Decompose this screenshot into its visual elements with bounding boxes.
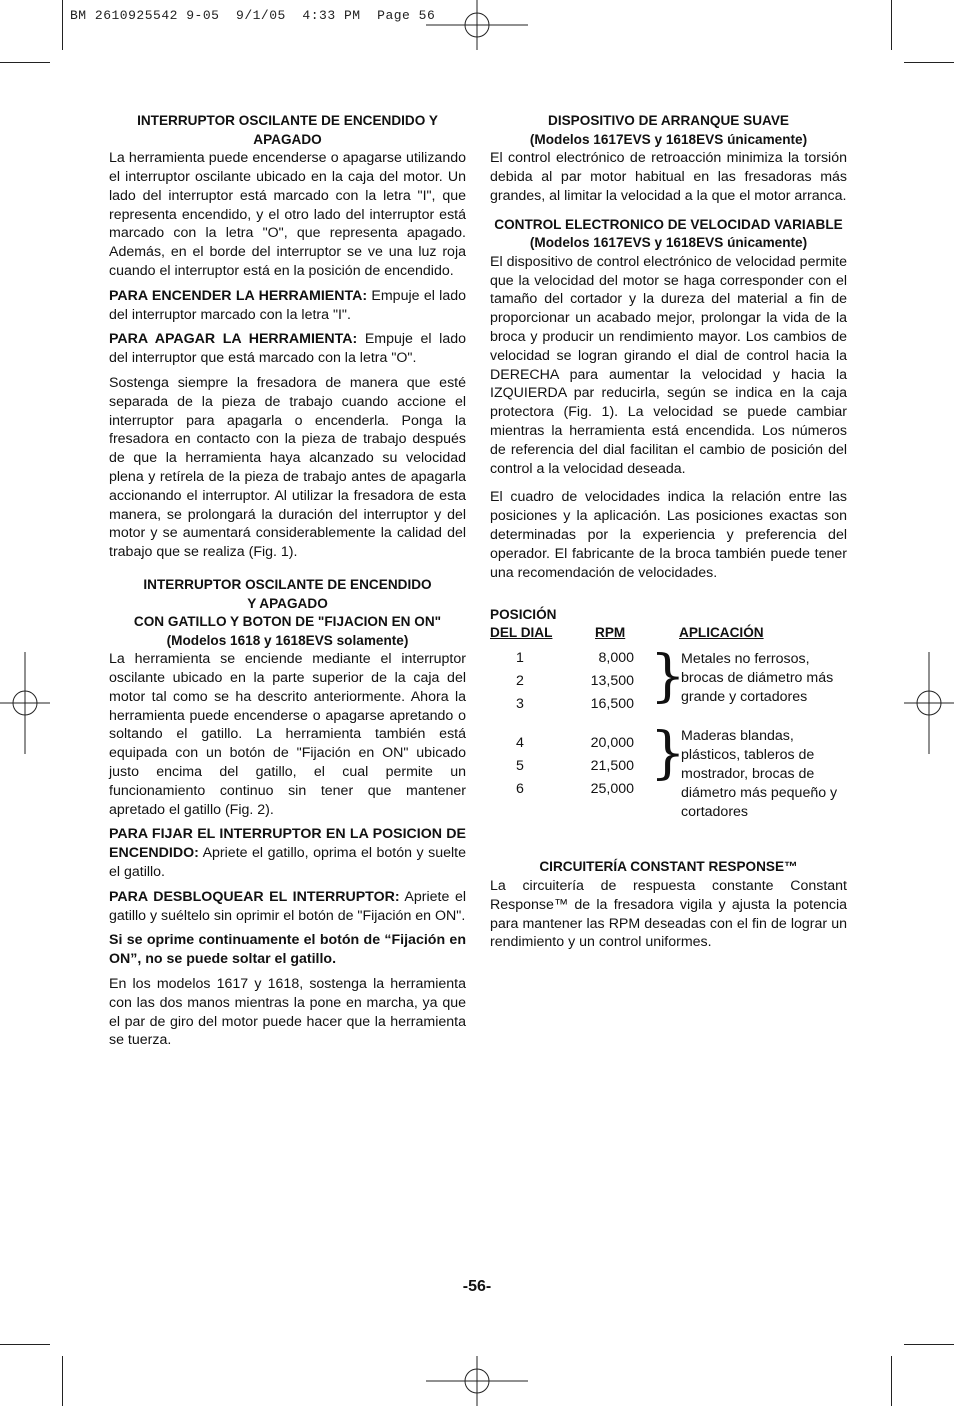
table-cell-rpm: 13,500 <box>590 673 634 690</box>
table-cell-position: 2 <box>516 673 524 690</box>
crop-mark-bottom-right-v <box>891 1356 892 1406</box>
table-cell-position: 5 <box>516 758 524 775</box>
registration-mark-top-icon <box>426 0 528 50</box>
section-heading: (Modelos 1617EVS y 1618EVS únicamente) <box>529 131 808 147</box>
table-cell-rpm: 8,000 <box>598 650 634 667</box>
registration-mark-right-icon <box>904 652 954 754</box>
crop-mark-bottom-left-v <box>62 1356 63 1406</box>
run-in-heading: PARA ENCENDER LA HERRAMIENTA: <box>109 287 368 304</box>
paragraph-text: Empuje el lado del interruptor marcado con la letra "I". <box>109 287 466 323</box>
run-in-heading: PARA DESBLOQUEAR EL INTERRUPTOR: <box>109 888 400 905</box>
table-cell-position: 6 <box>516 781 524 798</box>
header-slug: BM 2610925542 9-05 9/1/05 4:33 PM Page 56 <box>70 8 436 23</box>
crop-mark-bottom-left-h <box>0 1344 50 1345</box>
run-in-heading: PARA APAGAR LA HERRAMIENTA: <box>109 331 358 348</box>
warning-paragraph: Si se oprime continuamente el botón de “Fijación en ON”, no se puede soltar el gatillo. <box>109 932 466 968</box>
crop-mark-top-right-h <box>904 62 954 63</box>
speed-table <box>490 606 847 846</box>
section-heading: (Modelos 1618 y 1618EVS solamente) <box>166 632 409 648</box>
paragraph-text: Apriete el gatillo y suéltelo sin oprimir el botón de "Fijación en ON". <box>109 888 466 924</box>
paragraph <box>109 888 466 926</box>
paragraph <box>109 825 466 881</box>
paragraph: La circuitería de respuesta constante Constant Response™ de la fresadora vigila y ajusta la potencia para mantener las RPM deseadas con el fin de lograr un rendimiento y un control uniformes. <box>490 877 847 951</box>
paragraph-text: Empuje el lado del interruptor que está marcado con la letra "O". <box>109 331 466 367</box>
crop-mark-top-left-h <box>0 62 50 63</box>
table-header-position: POSICIÓN DEL DIAL <box>490 607 557 640</box>
paragraph: El control electrónico de retroacción minimiza la torsión debida al par motor habitual en las fresadoras más grandes, al limitar la velocidad a la que el motor arranca. <box>490 150 847 204</box>
table-cell-rpm: 16,500 <box>590 696 634 713</box>
table-cell-rpm: 25,000 <box>590 781 634 798</box>
table-cell-position: 1 <box>516 650 524 667</box>
paragraph: Sostenga siempre la fresadora de manera que esté separada de la pieza de trabajo cuando accione el interruptor para apagarla o encenderla. Ponga la fresadora en contacto con la pieza de trabajo después de que la herramienta haya alcanzado su velocidad plena y retírela de la pieza de trabajo antes de apagarla accionando el interruptor. Al utilizar la fresadora de esta manera, se prolongará la duración del interruptor y del motor y se aumentará considerablemente la calidad del trabajo que se realiza (Fig. 1). <box>109 374 466 561</box>
table-cell-application: Maderas blandas, plásticos, tableros de mostrador, brocas de diámetro más pequeño y cortadores <box>681 728 838 820</box>
right-column <box>490 112 847 958</box>
left-column <box>109 112 466 1056</box>
paragraph: La herramienta puede encenderse o apagarse utilizando el interruptor oscilante ubicado en la caja del motor. Un lado del interruptor está marcado con la letra "I", que representa encendido, y el otro lado del interruptor está marcado con la letra "O", que representa apagado. Además, en el borde del interruptor se ve una luz roja cuando el interruptor está en la posición de encendido. <box>109 150 466 279</box>
paragraph <box>109 330 466 368</box>
registration-mark-bottom-icon <box>426 1356 528 1406</box>
section-heading: CON GATILLO Y BOTON DE "FIJACION EN ON" <box>133 614 442 630</box>
brace-icon: } <box>650 644 686 710</box>
crop-mark-bottom-right-h <box>904 1344 954 1345</box>
table-header-rpm: RPM <box>595 624 626 640</box>
registration-mark-left-icon <box>0 652 50 754</box>
table-cell-rpm: 20,000 <box>590 735 634 752</box>
table-cell-rpm: 21,500 <box>590 758 634 775</box>
section-heading: Y APAGADO <box>247 595 328 611</box>
section-heading: DISPOSITIVO DE ARRANQUE SUAVE <box>548 113 789 128</box>
paragraph <box>109 287 466 325</box>
table-header-application: APLICACIÓN <box>679 624 764 640</box>
table-cell-application: Metales no ferrosos, brocas de diámetro más grande y cortadores <box>681 651 834 705</box>
brace-icon: } <box>650 721 686 787</box>
paragraph: La herramienta se enciende mediante el interruptor oscilante ubicado en la parte superior de la caja del motor tal como se ha descrito anteriormente. Ahora la herramienta puede encenderse o apagarse apretando o soltando el gatillo. La herramienta también está equipada con un botón de "Fijación en ON" ubicado justo encima del gatillo, el cual permite un funcionamiento continuo sin tener que mantener apretado el gatillo (Fig. 2). <box>109 651 466 818</box>
section-heading: APAGADO <box>253 131 322 147</box>
paragraph: El dispositivo de control electrónico de velocidad permite que la velocidad del motor se haga corresponder con el tamaño del cortador y la dureza del material a fin de proporcionar un acabado mejor, prolongar la vida de la broca y producir un rendimiento mayor. Los cambios de velocidad se logran girando el dial de control hacia la DERECHA para aumentar la velocidad y hacia la IZQUIERDA par reducirla, según se indica en la caja protectora (Fig. 1). La velocidad se puede cambiar mientras la herramienta está encendida. Los números de referencia del dial facilitan el cambio de posición del control a la velocidad deseada. <box>490 253 847 477</box>
crop-mark-top-right-v <box>891 0 892 50</box>
section-heading: INTERRUPTOR OSCILANTE DE ENCENDIDO <box>143 576 432 592</box>
crop-mark-top-left-v <box>62 0 63 50</box>
section-heading: (Modelos 1617EVS y 1618EVS únicamente) <box>529 235 808 251</box>
run-in-heading: PARA FIJAR EL INTERRUPTOR EN LA POSICION DE ENCENDIDO: <box>109 826 466 862</box>
paragraph-text: Apriete el gatillo, oprima el botón y suelte el gatillo. <box>109 845 466 881</box>
section-heading: CONTROL ELECTRONICO DE VELOCIDAD VARIABLE <box>494 216 843 232</box>
table-cell-position: 4 <box>516 735 524 752</box>
page-number: -56- <box>462 1278 492 1295</box>
table-cell-position: 3 <box>516 696 524 713</box>
section-heading: CIRCUITERÍA CONSTANT RESPONSE™ <box>539 859 798 875</box>
paragraph: En los modelos 1617 y 1618, sostenga la herramienta con las dos manos mientras la pone en marcha, ya que el par de giro del motor puede hacer que la herramienta se tuerza. <box>109 976 466 1049</box>
section-heading: INTERRUPTOR OSCILANTE DE ENCENDIDO Y <box>137 113 438 128</box>
paragraph: El cuadro de velocidades indica la relación entre las posiciones y la aplicación. Las posiciones exactas son determinadas por la experiencia y preferencia del operador. El fabricante de la broca también puede tener una recomendación de velocidades. <box>490 489 847 581</box>
